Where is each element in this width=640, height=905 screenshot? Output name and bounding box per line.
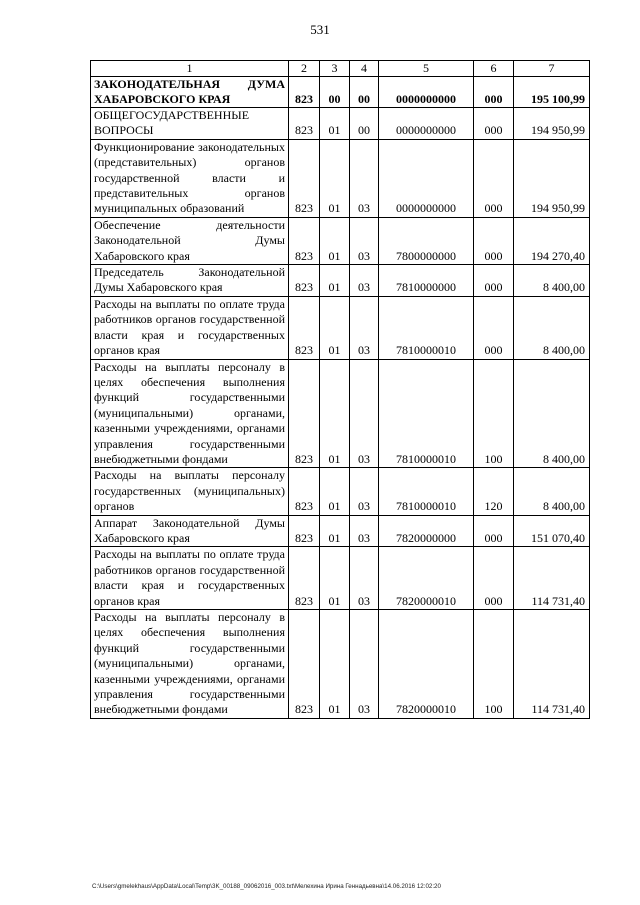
- row-name-cell: Председатель Законодательной Думы Хабаровского края: [91, 265, 289, 297]
- ministry-code-cell: 823: [289, 108, 320, 140]
- target-article-cell: 7810000000: [379, 265, 474, 297]
- row-name-cell: ОБЩЕГОСУДАРСТВЕННЫЕ ВОПРОСЫ: [91, 108, 289, 140]
- table-row: [91, 610, 590, 719]
- ministry-code-cell: 823: [289, 296, 320, 359]
- header-cell: 7: [514, 61, 590, 77]
- section-code-cell: 01: [320, 359, 350, 468]
- section-code-cell: 01: [320, 296, 350, 359]
- amount-cell: 8 400,00: [514, 265, 590, 297]
- row-name-cell: Расходы на выплаты по оплате труда работников органов государственной власти края и государственных органов края: [91, 547, 289, 610]
- ministry-code-cell: 823: [289, 359, 320, 468]
- header-cell: 5: [379, 61, 474, 77]
- target-article-cell: 7820000010: [379, 610, 474, 719]
- table-row: [91, 217, 590, 264]
- amount-cell: 195 100,99: [514, 77, 590, 108]
- table-row: [91, 359, 590, 468]
- expense-type-cell: 000: [474, 77, 514, 108]
- row-name-cell: Аппарат Законодательной Думы Хабаровского края: [91, 515, 289, 547]
- ministry-code-cell: 823: [289, 547, 320, 610]
- header-cell: 3: [320, 61, 350, 77]
- section-code-cell: 00: [320, 77, 350, 108]
- ministry-code-cell: 823: [289, 515, 320, 547]
- row-name-cell: ЗАКОНОДАТЕЛЬНАЯ ДУМА ХАБАРОВСКОГО КРАЯ: [91, 77, 289, 108]
- subsection-code-cell: 03: [350, 610, 379, 719]
- table-row: [91, 468, 590, 515]
- row-name-cell: Расходы на выплаты по оплате труда работников органов государственной власти края и государственных органов края: [91, 296, 289, 359]
- section-code-cell: 01: [320, 108, 350, 140]
- subsection-code-cell: 03: [350, 515, 379, 547]
- amount-cell: 8 400,00: [514, 468, 590, 515]
- ministry-code-cell: 823: [289, 468, 320, 515]
- expense-type-cell: 000: [474, 108, 514, 140]
- section-code-cell: 01: [320, 547, 350, 610]
- expense-type-cell: 000: [474, 547, 514, 610]
- target-article-cell: 7810000010: [379, 296, 474, 359]
- amount-cell: 194 950,99: [514, 139, 590, 217]
- table-row: [91, 265, 590, 297]
- amount-cell: 8 400,00: [514, 359, 590, 468]
- subsection-code-cell: 03: [350, 265, 379, 297]
- expense-type-cell: 100: [474, 610, 514, 719]
- footer-file-path: C:\Users\gmelekhaus\AppData\Local\Temp\3K_00188_09062016_003.txt\Мелехина Ирина Геннадьевна\14.06.2016 12:02:20: [92, 883, 441, 890]
- subsection-code-cell: 03: [350, 547, 379, 610]
- section-code-cell: 01: [320, 265, 350, 297]
- subsection-code-cell: 03: [350, 296, 379, 359]
- target-article-cell: 7810000010: [379, 468, 474, 515]
- target-article-cell: 7820000000: [379, 515, 474, 547]
- expense-type-cell: 000: [474, 296, 514, 359]
- subsection-code-cell: 03: [350, 468, 379, 515]
- ministry-code-cell: 823: [289, 139, 320, 217]
- amount-cell: 114 731,40: [514, 610, 590, 719]
- row-name-cell: Обеспечение деятельности Законодательной Думы Хабаровского края: [91, 217, 289, 264]
- target-article-cell: 7810000010: [379, 359, 474, 468]
- budget-table: [90, 60, 590, 719]
- row-name-cell: Расходы на выплаты персоналу государственных (муниципальных) органов: [91, 468, 289, 515]
- expense-type-cell: 000: [474, 139, 514, 217]
- amount-cell: 8 400,00: [514, 296, 590, 359]
- ministry-code-cell: 823: [289, 610, 320, 719]
- target-article-cell: 0000000000: [379, 139, 474, 217]
- section-code-cell: 01: [320, 515, 350, 547]
- section-code-cell: 01: [320, 139, 350, 217]
- table-row: [91, 515, 590, 547]
- amount-cell: 194 950,99: [514, 108, 590, 140]
- table-row: [91, 296, 590, 359]
- amount-cell: 151 070,40: [514, 515, 590, 547]
- page-number: 531: [310, 22, 330, 37]
- table-row: [91, 547, 590, 610]
- section-code-cell: 01: [320, 610, 350, 719]
- row-name-cell: Функционирование законодательных (представительных) органов государственной власти и представительных органов муниципальных образований: [91, 139, 289, 217]
- subsection-code-cell: 00: [350, 108, 379, 140]
- subsection-code-cell: 03: [350, 217, 379, 264]
- header-cell: 2: [289, 61, 320, 77]
- row-name-cell: Расходы на выплаты персоналу в целях обеспечения выполнения функций государственными (муниципальными) органами, казенными учреждениями, органами управления государственными внебюджетными фондами: [91, 359, 289, 468]
- amount-cell: 194 270,40: [514, 217, 590, 264]
- section-code-cell: 01: [320, 217, 350, 264]
- expense-type-cell: 120: [474, 468, 514, 515]
- amount-cell: 114 731,40: [514, 547, 590, 610]
- ministry-code-cell: 823: [289, 265, 320, 297]
- subsection-code-cell: 03: [350, 359, 379, 468]
- expense-type-cell: 000: [474, 265, 514, 297]
- expense-type-cell: 100: [474, 359, 514, 468]
- target-article-cell: 0000000000: [379, 108, 474, 140]
- header-cell: 4: [350, 61, 379, 77]
- subsection-code-cell: 03: [350, 139, 379, 217]
- subsection-code-cell: 00: [350, 77, 379, 108]
- target-article-cell: 7820000010: [379, 547, 474, 610]
- expense-type-cell: 000: [474, 217, 514, 264]
- table-row: [91, 108, 590, 140]
- header-row: [91, 61, 590, 77]
- ministry-code-cell: 823: [289, 77, 320, 108]
- expense-type-cell: 000: [474, 515, 514, 547]
- target-article-cell: 0000000000: [379, 77, 474, 108]
- section-code-cell: 01: [320, 468, 350, 515]
- row-name-cell: Расходы на выплаты персоналу в целях обеспечения выполнения функций государственными (муниципальными) органами, казенными учреждениями, органами управления государственными внебюджетными фондами: [91, 610, 289, 719]
- ministry-code-cell: 823: [289, 217, 320, 264]
- header-cell: 1: [91, 61, 289, 77]
- table-row: [91, 139, 590, 217]
- header-cell: 6: [474, 61, 514, 77]
- target-article-cell: 7800000000: [379, 217, 474, 264]
- table-row: [91, 77, 590, 108]
